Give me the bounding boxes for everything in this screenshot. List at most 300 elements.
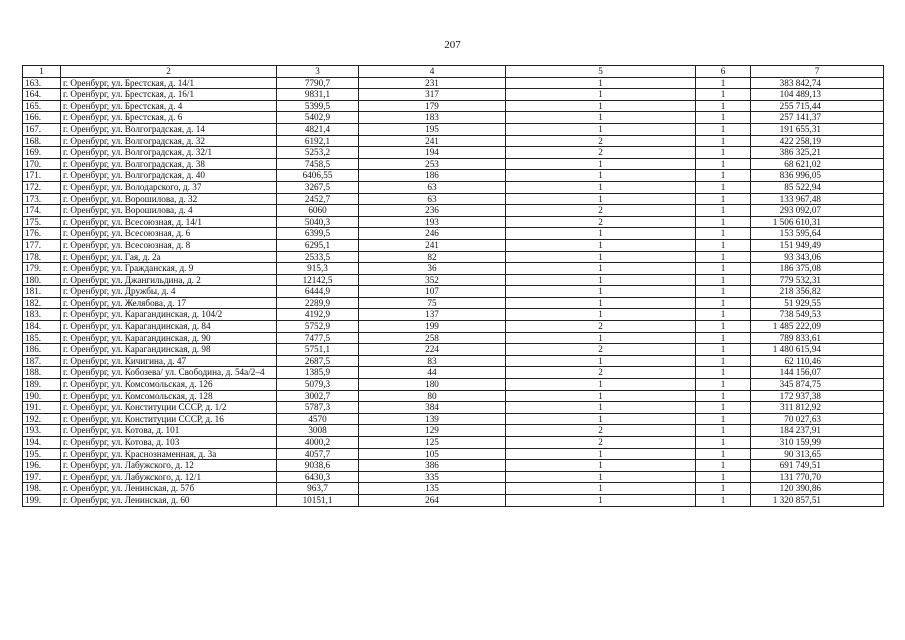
value-5-cell: 1 [506, 77, 696, 89]
value-6-cell: 1 [696, 170, 751, 182]
value-6-cell: 1 [696, 355, 751, 367]
amount-cell: 422 258,19 [751, 135, 884, 147]
table-row [23, 448, 884, 460]
area-cell: 6192,1 [277, 135, 359, 147]
area-cell: 6444,9 [277, 286, 359, 298]
row-number-cell: 182. [23, 297, 61, 309]
value-5-cell: 1 [506, 274, 696, 286]
address-cell: г. Оренбург, ул. Брестская, д. 4 [61, 100, 277, 112]
amount-cell: 191 655,31 [751, 123, 884, 135]
value-5-cell: 2 [506, 425, 696, 437]
address-cell: г. Оренбург, ул. Всесоюзная, д. 8 [61, 239, 277, 251]
area-cell: 4057,7 [277, 448, 359, 460]
address-cell: г. Оренбург, ул. Гая, д. 2а [61, 251, 277, 263]
value-5-cell: 2 [506, 135, 696, 147]
value-6-cell: 1 [696, 274, 751, 286]
value-5-cell: 2 [506, 216, 696, 228]
value-6-cell: 1 [696, 123, 751, 135]
value-6-cell: 1 [696, 367, 751, 379]
value-5-cell: 1 [506, 297, 696, 309]
row-number-cell: 185. [23, 332, 61, 344]
value-6-cell: 1 [696, 402, 751, 414]
value-5-cell: 1 [506, 309, 696, 321]
address-cell: г. Оренбург, ул. Карагандинская, д. 104/2 [61, 309, 277, 321]
table-row [23, 355, 884, 367]
row-number-cell: 166. [23, 112, 61, 124]
value-5-cell: 1 [506, 471, 696, 483]
address-cell: г. Оренбург, ул. Ленинская, д. 57б [61, 483, 277, 495]
value-6-cell: 1 [696, 135, 751, 147]
area-cell: 5752,9 [277, 321, 359, 333]
amount-cell: 172 937,38 [751, 390, 884, 402]
row-number-cell: 187. [23, 355, 61, 367]
address-cell: г. Оренбург, ул. Котова, д. 103 [61, 437, 277, 449]
value-5-cell: 2 [506, 147, 696, 159]
area-cell: 3267,5 [277, 181, 359, 193]
area-cell: 2533,5 [277, 251, 359, 263]
row-number-cell: 198. [23, 483, 61, 495]
row-number-cell: 169. [23, 147, 61, 159]
row-number-cell: 163. [23, 77, 61, 89]
address-cell: г. Оренбург, ул. Краснознаменная, д. 3а [61, 448, 277, 460]
value-5-cell: 1 [506, 390, 696, 402]
amount-cell: 836 996,05 [751, 170, 884, 182]
value-6-cell: 1 [696, 89, 751, 101]
area-cell: 6399,5 [277, 228, 359, 240]
row-number-cell: 184. [23, 321, 61, 333]
value-5-cell: 1 [506, 483, 696, 495]
value-5-cell: 1 [506, 263, 696, 275]
value-6-cell: 1 [696, 494, 751, 506]
row-number-cell: 177. [23, 239, 61, 251]
row-number-cell: 193. [23, 425, 61, 437]
header-row [23, 66, 884, 78]
address-cell: г. Оренбург, ул. Конституции СССР, д. 1/2 [61, 402, 277, 414]
count-cell: 236 [359, 205, 506, 217]
amount-cell: 386 325,21 [751, 147, 884, 159]
count-cell: 36 [359, 263, 506, 275]
value-5-cell: 2 [506, 437, 696, 449]
count-cell: 335 [359, 471, 506, 483]
row-number-cell: 199. [23, 494, 61, 506]
page-number: 207 [444, 39, 461, 51]
value-6-cell: 1 [696, 413, 751, 425]
table-row [23, 205, 884, 217]
area-cell: 10151,1 [277, 494, 359, 506]
row-number-cell: 196. [23, 460, 61, 472]
value-5-cell: 1 [506, 193, 696, 205]
count-cell: 107 [359, 286, 506, 298]
table-row [23, 181, 884, 193]
amount-cell: 51 929,55 [751, 297, 884, 309]
table-row [23, 332, 884, 344]
address-cell: г. Оренбург, ул. Карагандинская, д. 84 [61, 321, 277, 333]
table-row [23, 402, 884, 414]
value-5-cell: 1 [506, 494, 696, 506]
address-cell: г. Оренбург, ул. Комсомольская, д. 128 [61, 390, 277, 402]
value-6-cell: 1 [696, 390, 751, 402]
amount-cell: 153 595,64 [751, 228, 884, 240]
value-6-cell: 1 [696, 448, 751, 460]
table-row [23, 228, 884, 240]
value-6-cell: 1 [696, 216, 751, 228]
address-cell: г. Оренбург, ул. Брестская, д. 16/1 [61, 89, 277, 101]
amount-cell: 293 092,07 [751, 205, 884, 217]
count-cell: 137 [359, 309, 506, 321]
table-row [23, 89, 884, 101]
amount-cell: 85 522,94 [751, 181, 884, 193]
value-5-cell: 1 [506, 332, 696, 344]
address-cell: г. Оренбург, ул. Кобозева/ ул. Свободина, д. 54а/2–4 [61, 367, 277, 379]
value-5-cell: 2 [506, 321, 696, 333]
amount-cell: 1 485 222,09 [751, 321, 884, 333]
address-cell: г. Оренбург, ул. Карагандинская, д. 98 [61, 344, 277, 356]
row-number-cell: 186. [23, 344, 61, 356]
area-cell: 4000,2 [277, 437, 359, 449]
amount-cell: 1 506 610,31 [751, 216, 884, 228]
area-cell: 6060 [277, 205, 359, 217]
count-cell: 241 [359, 135, 506, 147]
row-number-cell: 191. [23, 402, 61, 414]
row-number-cell: 164. [23, 89, 61, 101]
count-cell: 264 [359, 494, 506, 506]
count-cell: 194 [359, 147, 506, 159]
address-cell: г. Оренбург, ул. Дружбы, д. 4 [61, 286, 277, 298]
column-header: 4 [359, 66, 506, 78]
value-6-cell: 1 [696, 471, 751, 483]
column-header: 1 [23, 66, 61, 78]
data-table [22, 65, 884, 507]
address-cell: г. Оренбург, ул. Гражданская, д. 9 [61, 263, 277, 275]
row-number-cell: 181. [23, 286, 61, 298]
table-row [23, 123, 884, 135]
address-cell: г. Оренбург, ул. Лабужского, д. 12 [61, 460, 277, 472]
column-header: 7 [751, 66, 884, 78]
value-6-cell: 1 [696, 379, 751, 391]
amount-cell: 90 313,65 [751, 448, 884, 460]
count-cell: 83 [359, 355, 506, 367]
table-row [23, 425, 884, 437]
amount-cell: 345 874,75 [751, 379, 884, 391]
row-number-cell: 183. [23, 309, 61, 321]
value-5-cell: 1 [506, 402, 696, 414]
count-cell: 63 [359, 181, 506, 193]
address-cell: г. Оренбург, ул. Всесоюзная, д. 14/1 [61, 216, 277, 228]
row-number-cell: 190. [23, 390, 61, 402]
value-5-cell: 1 [506, 100, 696, 112]
row-number-cell: 197. [23, 471, 61, 483]
amount-cell: 93 343,06 [751, 251, 884, 263]
count-cell: 199 [359, 321, 506, 333]
count-cell: 231 [359, 77, 506, 89]
area-cell: 5399,5 [277, 100, 359, 112]
row-number-cell: 194. [23, 437, 61, 449]
area-cell: 3002,7 [277, 390, 359, 402]
row-number-cell: 195. [23, 448, 61, 460]
row-number-cell: 180. [23, 274, 61, 286]
row-number-cell: 189. [23, 379, 61, 391]
row-number-cell: 176. [23, 228, 61, 240]
table-row [23, 274, 884, 286]
table-row [23, 239, 884, 251]
address-cell: г. Оренбург, ул. Володарского, д. 37 [61, 181, 277, 193]
value-6-cell: 1 [696, 297, 751, 309]
value-6-cell: 1 [696, 181, 751, 193]
count-cell: 195 [359, 123, 506, 135]
row-number-cell: 170. [23, 158, 61, 170]
count-cell: 129 [359, 425, 506, 437]
table-row [23, 367, 884, 379]
count-cell: 183 [359, 112, 506, 124]
value-6-cell: 1 [696, 286, 751, 298]
table-row [23, 216, 884, 228]
address-cell: г. Оренбург, ул. Волгоградская, д. 38 [61, 158, 277, 170]
value-6-cell: 1 [696, 251, 751, 263]
amount-cell: 131 770,70 [751, 471, 884, 483]
row-number-cell: 173. [23, 193, 61, 205]
count-cell: 224 [359, 344, 506, 356]
table-row [23, 321, 884, 333]
table-row [23, 494, 884, 506]
count-cell: 44 [359, 367, 506, 379]
value-5-cell: 1 [506, 379, 696, 391]
area-cell: 5751,1 [277, 344, 359, 356]
amount-cell: 310 159,99 [751, 437, 884, 449]
row-number-cell: 167. [23, 123, 61, 135]
area-cell: 2687,5 [277, 355, 359, 367]
value-6-cell: 1 [696, 158, 751, 170]
row-number-cell: 192. [23, 413, 61, 425]
table-row [23, 286, 884, 298]
area-cell: 5402,9 [277, 112, 359, 124]
amount-cell: 779 532,31 [751, 274, 884, 286]
area-cell: 7790,7 [277, 77, 359, 89]
table-row [23, 193, 884, 205]
value-5-cell: 1 [506, 448, 696, 460]
address-cell: г. Оренбург, ул. Карагандинская, д. 90 [61, 332, 277, 344]
value-6-cell: 1 [696, 193, 751, 205]
address-cell: г. Оренбург, ул. Ленинская, д. 60 [61, 494, 277, 506]
address-cell: г. Оренбург, ул. Котова, д. 101 [61, 425, 277, 437]
amount-cell: 691 749,51 [751, 460, 884, 472]
value-6-cell: 1 [696, 263, 751, 275]
row-number-cell: 179. [23, 263, 61, 275]
table-row [23, 437, 884, 449]
table-row [23, 112, 884, 124]
row-number-cell: 171. [23, 170, 61, 182]
value-6-cell: 1 [696, 460, 751, 472]
area-cell: 2289,9 [277, 297, 359, 309]
address-cell: г. Оренбург, ул. Кичигина, д. 47 [61, 355, 277, 367]
table-row [23, 460, 884, 472]
area-cell: 6430,3 [277, 471, 359, 483]
value-6-cell: 1 [696, 437, 751, 449]
column-header: 5 [506, 66, 696, 78]
table-row [23, 390, 884, 402]
address-cell: г. Оренбург, ул. Всесоюзная, д. 6 [61, 228, 277, 240]
count-cell: 105 [359, 448, 506, 460]
row-number-cell: 188. [23, 367, 61, 379]
count-cell: 352 [359, 274, 506, 286]
value-6-cell: 1 [696, 77, 751, 89]
value-5-cell: 1 [506, 158, 696, 170]
address-cell: г. Оренбург, ул. Волгоградская, д. 14 [61, 123, 277, 135]
area-cell: 9038,6 [277, 460, 359, 472]
amount-cell: 104 489,13 [751, 89, 884, 101]
value-5-cell: 1 [506, 89, 696, 101]
count-cell: 63 [359, 193, 506, 205]
value-5-cell: 1 [506, 181, 696, 193]
column-header: 3 [277, 66, 359, 78]
count-cell: 193 [359, 216, 506, 228]
table-row [23, 170, 884, 182]
value-6-cell: 1 [696, 100, 751, 112]
address-cell: г. Оренбург, ул. Ворошилова, д. 4 [61, 205, 277, 217]
row-number-cell: 174. [23, 205, 61, 217]
value-5-cell: 1 [506, 112, 696, 124]
table-row [23, 100, 884, 112]
count-cell: 139 [359, 413, 506, 425]
value-5-cell: 2 [506, 344, 696, 356]
area-cell: 4821,4 [277, 123, 359, 135]
amount-cell: 255 715,44 [751, 100, 884, 112]
value-6-cell: 1 [696, 239, 751, 251]
value-6-cell: 1 [696, 228, 751, 240]
area-cell: 3008 [277, 425, 359, 437]
row-number-cell: 165. [23, 100, 61, 112]
value-6-cell: 1 [696, 483, 751, 495]
area-cell: 7458,5 [277, 158, 359, 170]
area-cell: 1385,9 [277, 367, 359, 379]
area-cell: 12142,5 [277, 274, 359, 286]
count-cell: 125 [359, 437, 506, 449]
table-row [23, 263, 884, 275]
amount-cell: 186 375,08 [751, 263, 884, 275]
area-cell: 5787,3 [277, 402, 359, 414]
address-cell: г. Оренбург, ул. Волгоградская, д. 32 [61, 135, 277, 147]
value-5-cell: 2 [506, 205, 696, 217]
address-cell: г. Оренбург, ул. Ворошилова, д. 32 [61, 193, 277, 205]
amount-cell: 257 141,37 [751, 112, 884, 124]
amount-cell: 218 356,82 [751, 286, 884, 298]
row-number-cell: 172. [23, 181, 61, 193]
amount-cell: 738 549,53 [751, 309, 884, 321]
area-cell: 915,3 [277, 263, 359, 275]
value-5-cell: 1 [506, 228, 696, 240]
area-cell: 4570 [277, 413, 359, 425]
amount-cell: 1 480 615,94 [751, 344, 884, 356]
area-cell: 5079,3 [277, 379, 359, 391]
address-cell: г. Оренбург, ул. Конституции СССР, д. 16 [61, 413, 277, 425]
area-cell: 963,7 [277, 483, 359, 495]
count-cell: 241 [359, 239, 506, 251]
table-row [23, 251, 884, 263]
table-row [23, 471, 884, 483]
area-cell: 2452,7 [277, 193, 359, 205]
table-row [23, 483, 884, 495]
count-cell: 386 [359, 460, 506, 472]
count-cell: 135 [359, 483, 506, 495]
address-cell: г. Оренбург, ул. Комсомольская, д. 126 [61, 379, 277, 391]
count-cell: 317 [359, 89, 506, 101]
value-6-cell: 1 [696, 309, 751, 321]
table-row [23, 158, 884, 170]
value-6-cell: 1 [696, 321, 751, 333]
amount-cell: 70 027,63 [751, 413, 884, 425]
address-cell: г. Оренбург, ул. Волгоградская, д. 32/1 [61, 147, 277, 159]
amount-cell: 144 156,07 [751, 367, 884, 379]
value-5-cell: 1 [506, 286, 696, 298]
count-cell: 75 [359, 297, 506, 309]
table-row [23, 309, 884, 321]
amount-cell: 133 967,48 [751, 193, 884, 205]
value-5-cell: 1 [506, 251, 696, 263]
area-cell: 9831,1 [277, 89, 359, 101]
table-row [23, 77, 884, 89]
value-6-cell: 1 [696, 332, 751, 344]
count-cell: 253 [359, 158, 506, 170]
column-header: 6 [696, 66, 751, 78]
address-cell: г. Оренбург, ул. Брестская, д. 14/1 [61, 77, 277, 89]
value-6-cell: 1 [696, 147, 751, 159]
area-cell: 5040,3 [277, 216, 359, 228]
value-5-cell: 1 [506, 123, 696, 135]
count-cell: 80 [359, 390, 506, 402]
address-cell: г. Оренбург, ул. Брестская, д. 6 [61, 112, 277, 124]
value-6-cell: 1 [696, 112, 751, 124]
table-row [23, 297, 884, 309]
count-cell: 258 [359, 332, 506, 344]
amount-cell: 789 833,61 [751, 332, 884, 344]
address-cell: г. Оренбург, ул. Волгоградская, д. 40 [61, 170, 277, 182]
table-row [23, 135, 884, 147]
table-row [23, 413, 884, 425]
value-5-cell: 1 [506, 170, 696, 182]
area-cell: 4192,9 [277, 309, 359, 321]
amount-cell: 383 842,74 [751, 77, 884, 89]
area-cell: 6406,55 [277, 170, 359, 182]
amount-cell: 120 390,86 [751, 483, 884, 495]
amount-cell: 62 110,46 [751, 355, 884, 367]
count-cell: 186 [359, 170, 506, 182]
count-cell: 179 [359, 100, 506, 112]
count-cell: 180 [359, 379, 506, 391]
amount-cell: 311 812,92 [751, 402, 884, 414]
address-cell: г. Оренбург, ул. Джангильдина, д. 2 [61, 274, 277, 286]
value-6-cell: 1 [696, 344, 751, 356]
row-number-cell: 168. [23, 135, 61, 147]
count-cell: 384 [359, 402, 506, 414]
value-5-cell: 1 [506, 413, 696, 425]
area-cell: 5253,2 [277, 147, 359, 159]
value-5-cell: 2 [506, 367, 696, 379]
table-row [23, 147, 884, 159]
count-cell: 82 [359, 251, 506, 263]
area-cell: 7477,5 [277, 332, 359, 344]
value-5-cell: 1 [506, 239, 696, 251]
amount-cell: 184 237,91 [751, 425, 884, 437]
amount-cell: 151 949,49 [751, 239, 884, 251]
value-6-cell: 1 [696, 205, 751, 217]
amount-cell: 68 621,02 [751, 158, 884, 170]
table-row [23, 379, 884, 391]
row-number-cell: 178. [23, 251, 61, 263]
address-cell: г. Оренбург, ул. Лабужского, д. 12/1 [61, 471, 277, 483]
value-6-cell: 1 [696, 425, 751, 437]
address-cell: г. Оренбург, ул. Желябова, д. 17 [61, 297, 277, 309]
row-number-cell: 175. [23, 216, 61, 228]
amount-cell: 1 320 857,51 [751, 494, 884, 506]
